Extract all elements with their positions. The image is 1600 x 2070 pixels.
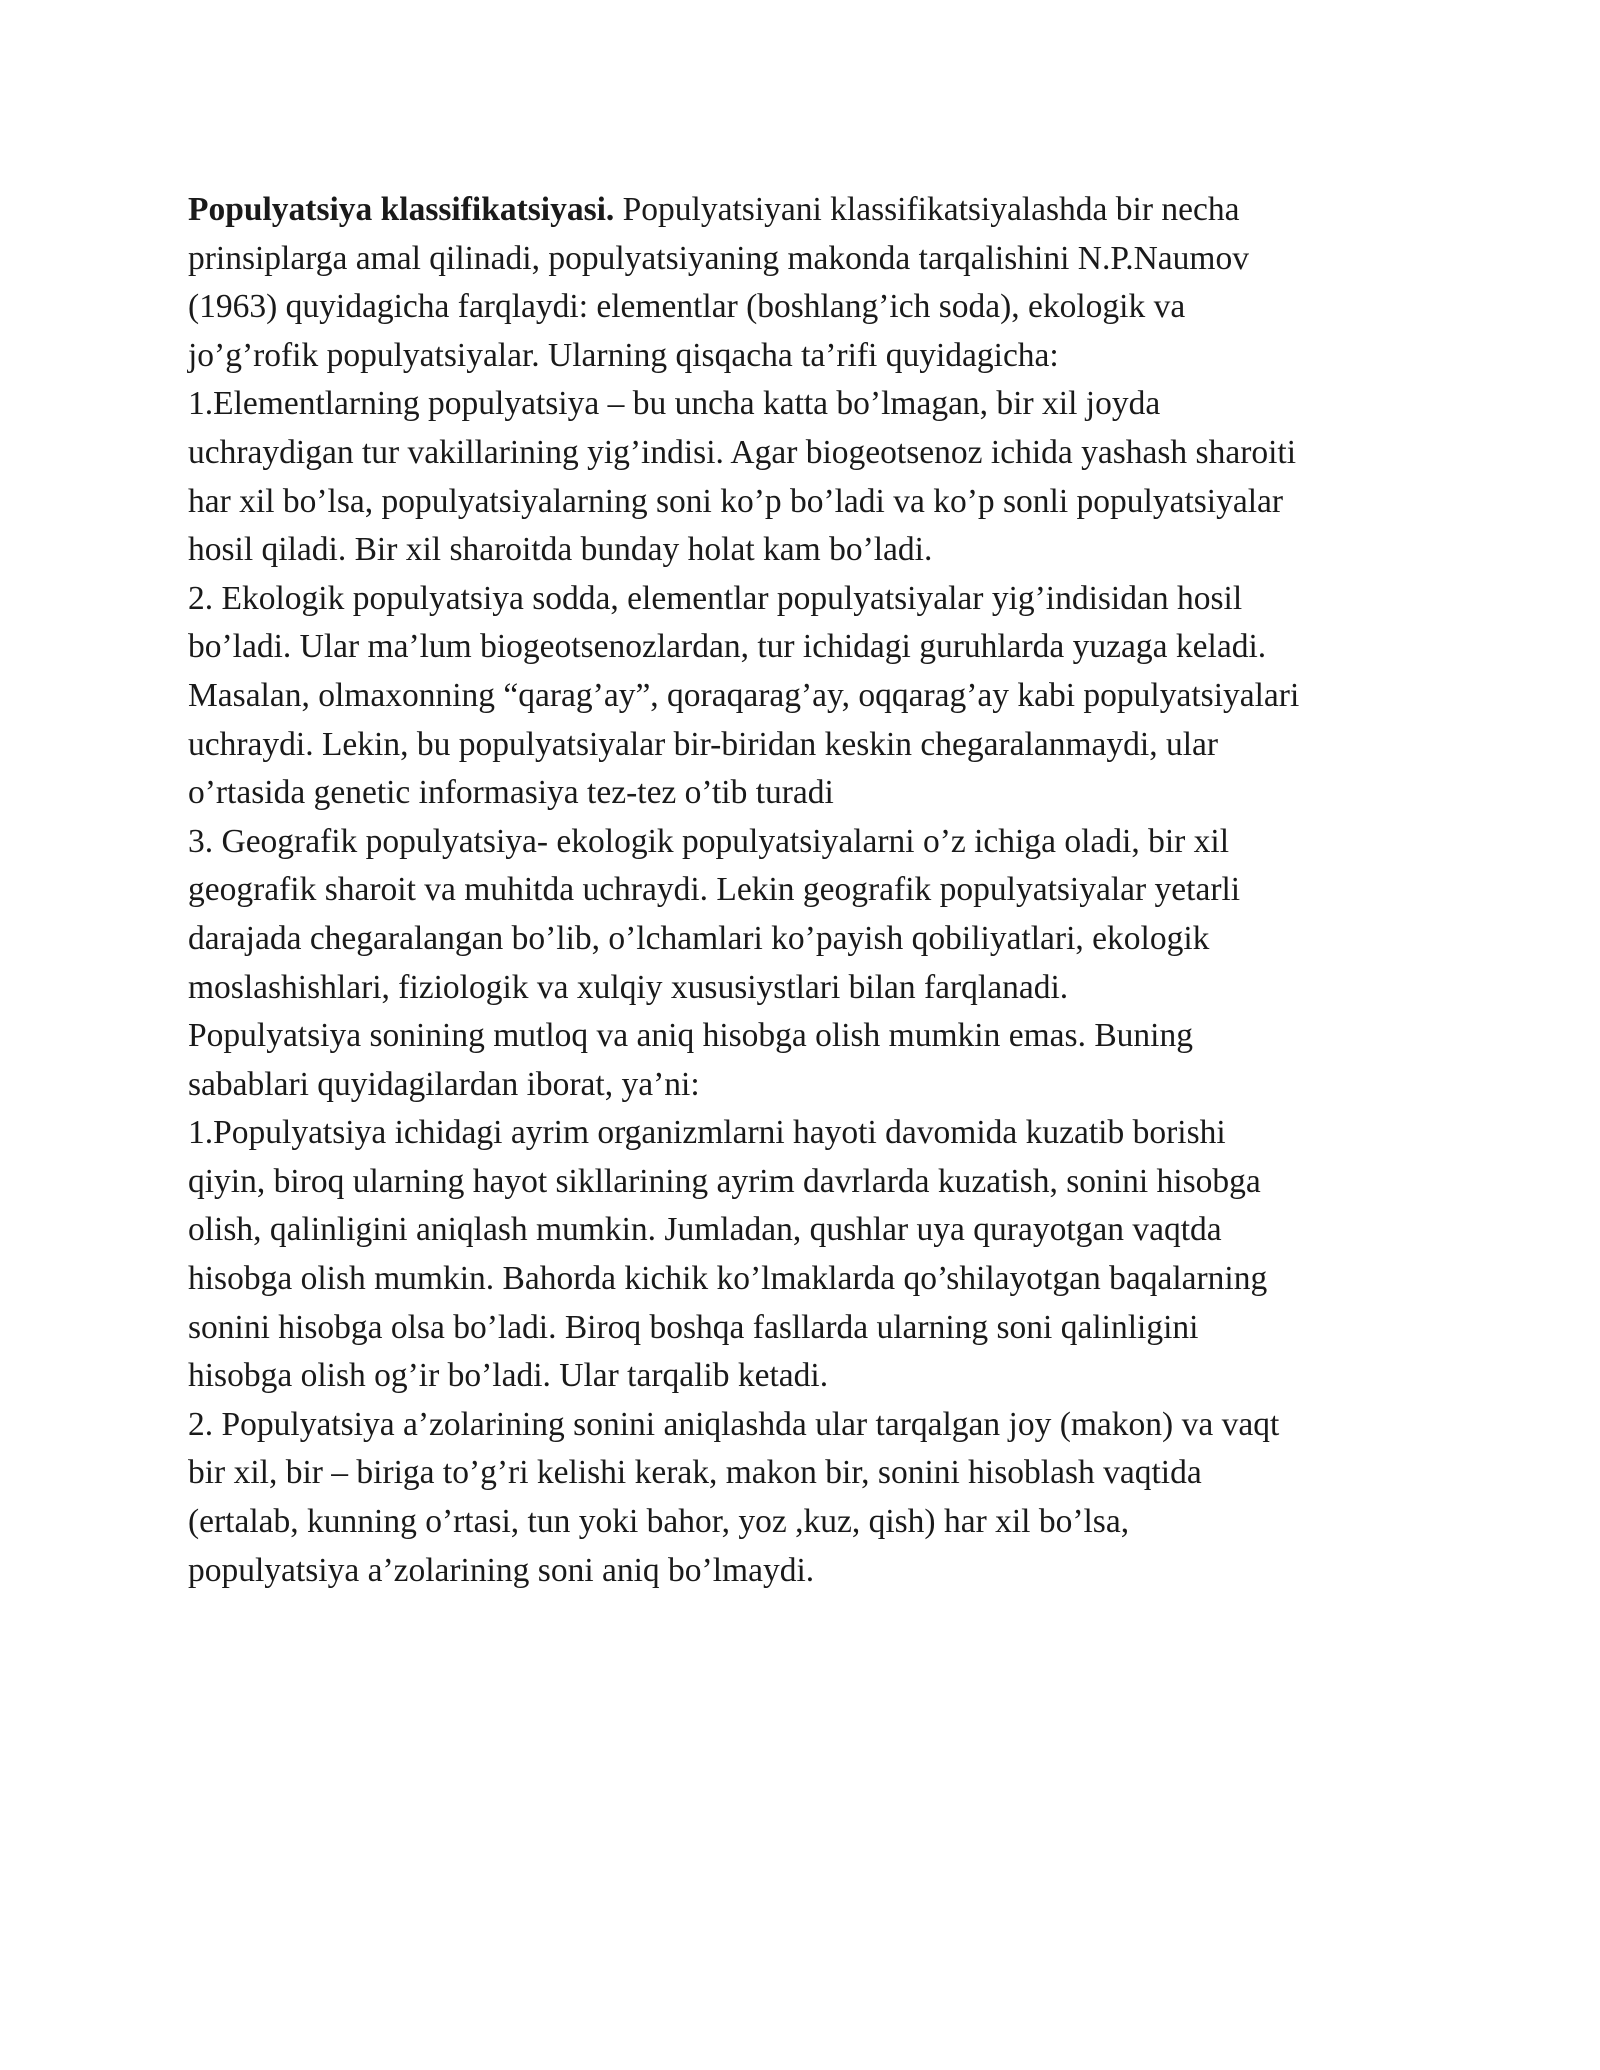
text-line: (ertalab, kunning o’rtasi, tun yoki bahor, yoz ,kuz, qish) har xil bo’lsa, xyxy=(188,1503,1130,1541)
text-line: o’rtasida genetic informasiya tez-tez o’tib turadi xyxy=(188,774,834,812)
text-line: qiyin, biroq ularning hayot sikllarining ayrim davrlarda kuzatish, sonini hisobga xyxy=(188,1162,1261,1200)
text-line: har xil bo’lsa, populyatsiyalarning soni ko’p bo’ladi va ko’p sonli populyatsiyalar xyxy=(188,482,1284,520)
text-line: geografik sharoit va muhitda uchraydi. Lekin geografik populyatsiyalar yetarli xyxy=(188,871,1241,909)
text-line: moslashishlari, fiziologik va xulqiy xususiystlari bilan farqlanadi. xyxy=(188,968,1069,1006)
text-line: bo’ladi. Ular ma’lum biogeotsenozlardan, tur ichidagi guruhlarda yuzaga keladi. xyxy=(188,628,1267,666)
text-line: Populyatsiya sonining mutloq va aniq hisobga olish mumkin emas. Buning xyxy=(188,1017,1193,1055)
text-line: jo’g’rofik populyatsiyalar. Ularning qisqacha ta’rifi quyidagicha: xyxy=(188,336,1059,374)
text-line: 1.Elementlarning populyatsiya – bu uncha katta bo’lmagan, bir xil joyda xyxy=(188,385,1161,423)
text-line: 2. Populyatsiya a’zolarining sonini aniqlashda ular tarqalgan joy (makon) va vaqt xyxy=(188,1405,1280,1443)
text-line: 2. Ekologik populyatsiya sodda, elementlar populyatsiyalar yig’indisidan hosil xyxy=(188,579,1243,617)
text-line xyxy=(188,186,1418,235)
text-line: populyatsiya a’zolarining soni aniq bo’lmaydi. xyxy=(188,1551,815,1589)
text-line: sonini hisobga olsa bo’ladi. Biroq boshqa fasllarda ularning soni qalinligini xyxy=(188,1308,1199,1346)
text-line: hisobga olish og’ir bo’ladi. Ular tarqalib ketadi. xyxy=(188,1357,829,1395)
text-line: 1.Populyatsiya ichidagi ayrim organizmlarni hayoti davomida kuzatib borishi xyxy=(188,1114,1226,1152)
text-line: olish, qalinligini aniqlash mumkin. Jumladan, qushlar uya qurayotgan vaqtda xyxy=(188,1211,1222,1249)
text-line: hisobga olish mumkin. Bahorda kichik ko’lmaklarda qo’shilayotgan baqalarning xyxy=(188,1260,1268,1298)
text-line: hosil qiladi. Bir xil sharoitda bunday holat kam bo’ladi. xyxy=(188,531,933,569)
document-body xyxy=(188,186,1418,1595)
text-line: uchraydigan tur vakillarining yig’indisi. Agar biogeotsenoz ichida yashash sharoiti xyxy=(188,433,1297,471)
section-heading: Populyatsiya klassifikatsiyasi. xyxy=(188,191,615,228)
text-line: prinsiplarga amal qilinadi, populyatsiyaning makonda tarqalishini N.P.Naumov xyxy=(188,239,1249,277)
text-line-content: Populyatsiyani klassifikatsiyalashda bir necha xyxy=(614,191,1240,228)
text-line: (1963) quyidagicha farqlaydi: elementlar (boshlang’ich soda), ekologik va xyxy=(188,288,1186,326)
text-line: uchraydi. Lekin, bu populyatsiyalar bir-biridan keskin chegaralanmaydi, ular xyxy=(188,725,1219,763)
text-line: 3. Geografik populyatsiya- ekologik populyatsiyalarni o’z ichiga oladi, bir xil xyxy=(188,822,1230,860)
text-line: bir xil, bir – biriga to’g’ri kelishi kerak, makon bir, sonini hisoblash vaqtida xyxy=(188,1454,1202,1492)
text-line: Masalan, olmaxonning “qarag’ay”, qoraqarag’ay, oqqarag’ay kabi populyatsiyalari xyxy=(188,676,1300,714)
text-line: sabablari quyidagilardan iborat, ya’ni: xyxy=(188,1065,700,1103)
text-line: darajada chegaralangan bo’lib, o’lchamlari ko’payish qobiliyatlari, ekologik xyxy=(188,919,1210,957)
